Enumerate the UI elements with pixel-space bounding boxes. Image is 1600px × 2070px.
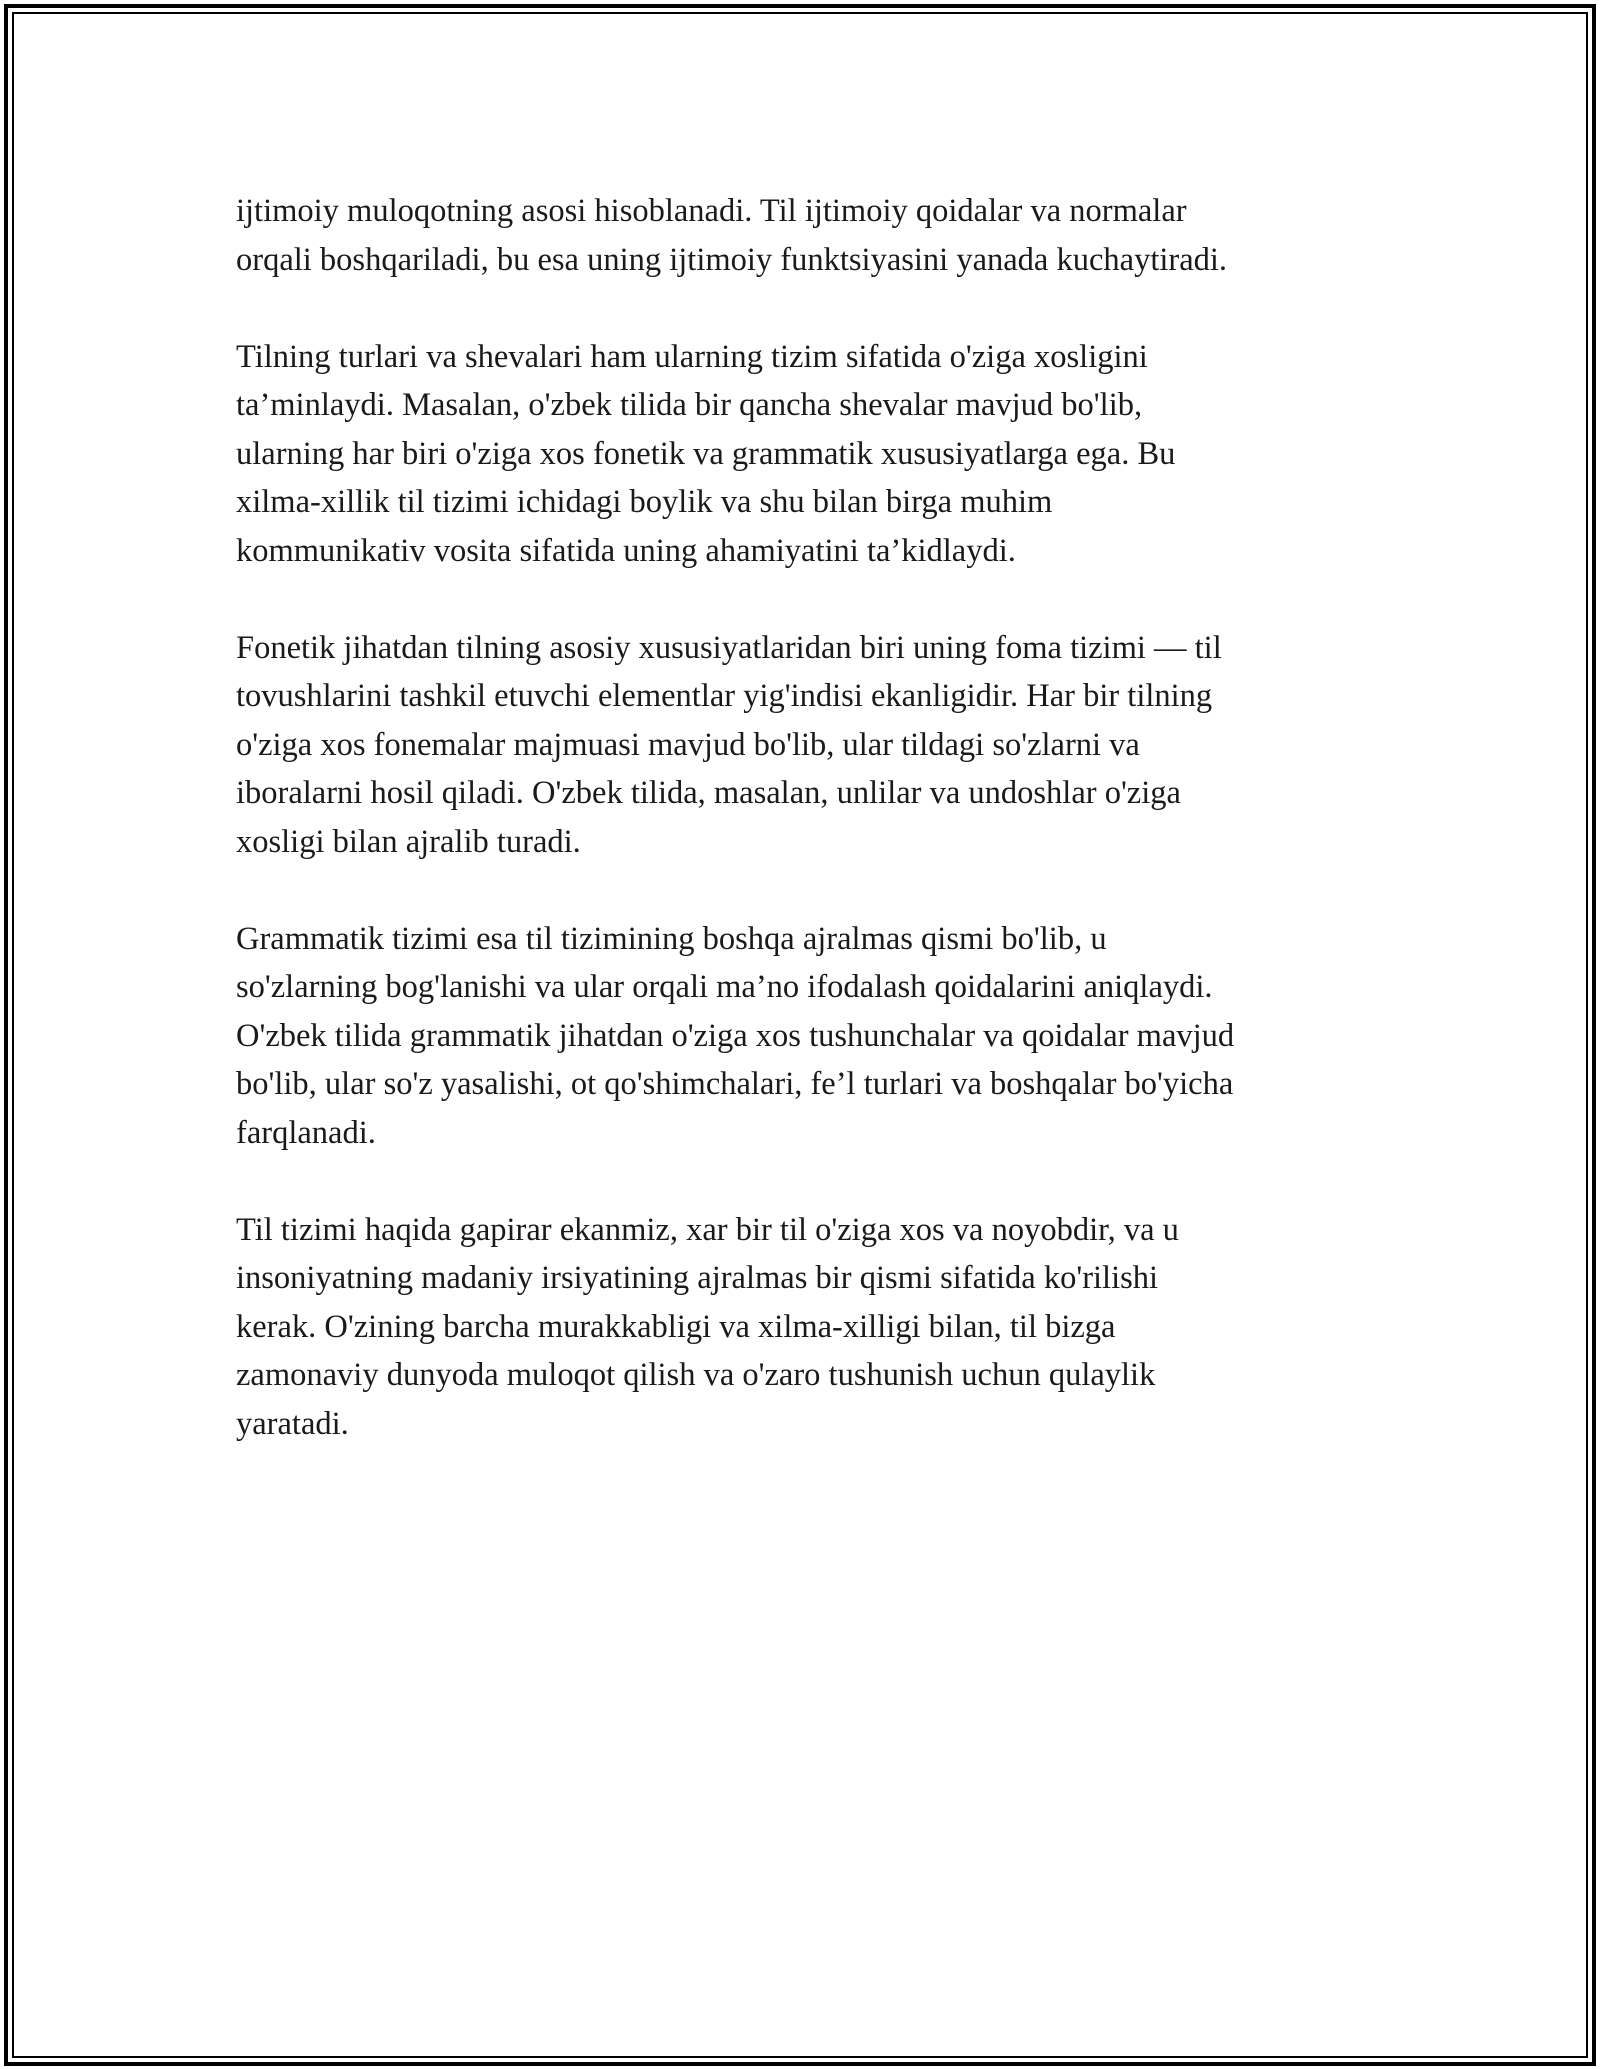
paragraph — [236, 333, 1366, 576]
paragraph — [236, 915, 1366, 1158]
text-line: Tilning turlari va shevalari ham ularning tizim sifatida o'ziga xosligini — [236, 338, 1148, 375]
text-line: so'zlarning bog'lanishi va ular orqali ma’no ifodalash qoidalarini aniqlaydi. — [236, 969, 1213, 1005]
text-line: xosligi bilan ajralib turadi. — [236, 823, 581, 860]
text-line: kerak. O'zining barcha murakkabligi va xilma-xilligi bilan, til bizga — [236, 1308, 1116, 1345]
text-line: yaratadi. — [236, 1405, 349, 1442]
text-line: farqlanadi. — [236, 1114, 376, 1151]
text-line: ta’minlaydi. Masalan, o'zbek tilida bir qancha shevalar mavjud bo'lib, — [236, 387, 1143, 423]
text-line: iboralarni hosil qiladi. O'zbek tilida, masalan, unlilar va undoshlar o'ziga — [236, 775, 1181, 811]
text-line: Grammatik tizimi esa til tizimining boshqa ajralmas qismi bo'lib, u — [236, 920, 1107, 957]
text-line: orqali boshqariladi, bu esa uning ijtimoiy funktsiyasini yanada kuchaytiradi. — [236, 241, 1228, 278]
paragraph — [236, 624, 1366, 867]
text-line: O'zbek tilida grammatik jihatdan o'ziga xos tushunchalar va qoidalar mavjud — [236, 1017, 1235, 1054]
document-body — [236, 187, 1366, 1497]
text-line: kommunikativ vosita sifatida uning ahamiyatini ta’kidlaydi. — [236, 532, 1016, 569]
text-line: bo'lib, ular so'z yasalishi, ot qo'shimchalari, fe’l turlari va boshqalar bo'yicha — [236, 1066, 1234, 1102]
text-line: Til tizimi haqida gapirar ekanmiz, xar bir til o'ziga xos va noyobdir, va u — [236, 1211, 1179, 1248]
text-line: tovushlarini tashkil etuvchi elementlar yig'indisi ekanligidir. Har bir tilning — [236, 678, 1213, 714]
text-line: o'ziga xos fonemalar majmuasi mavjud bo'lib, ular tildagi so'zlarni va — [236, 726, 1140, 763]
paragraph — [236, 187, 1366, 284]
text-line: ularning har biri o'ziga xos fonetik va grammatik xususiyatlarga ega. Bu — [236, 435, 1176, 472]
text-line: insoniyatning madaniy irsiyatining ajralmas bir qismi sifatida ko'rilishi — [236, 1260, 1159, 1296]
text-line: ijtimoiy muloqotning asosi hisoblanadi. Til ijtimoiy qoidalar va normalar — [236, 193, 1187, 229]
paragraph — [236, 1206, 1366, 1449]
text-line: xilma-xillik til tizimi ichidagi boylik va shu bilan birga muhim — [236, 484, 1053, 520]
text-line: zamonaviy dunyoda muloqot qilish va o'zaro tushunish uchun qulaylik — [236, 1357, 1156, 1393]
text-line: Fonetik jihatdan tilning asosiy xususiyatlaridan biri uning foma tizimi — til — [236, 629, 1222, 666]
